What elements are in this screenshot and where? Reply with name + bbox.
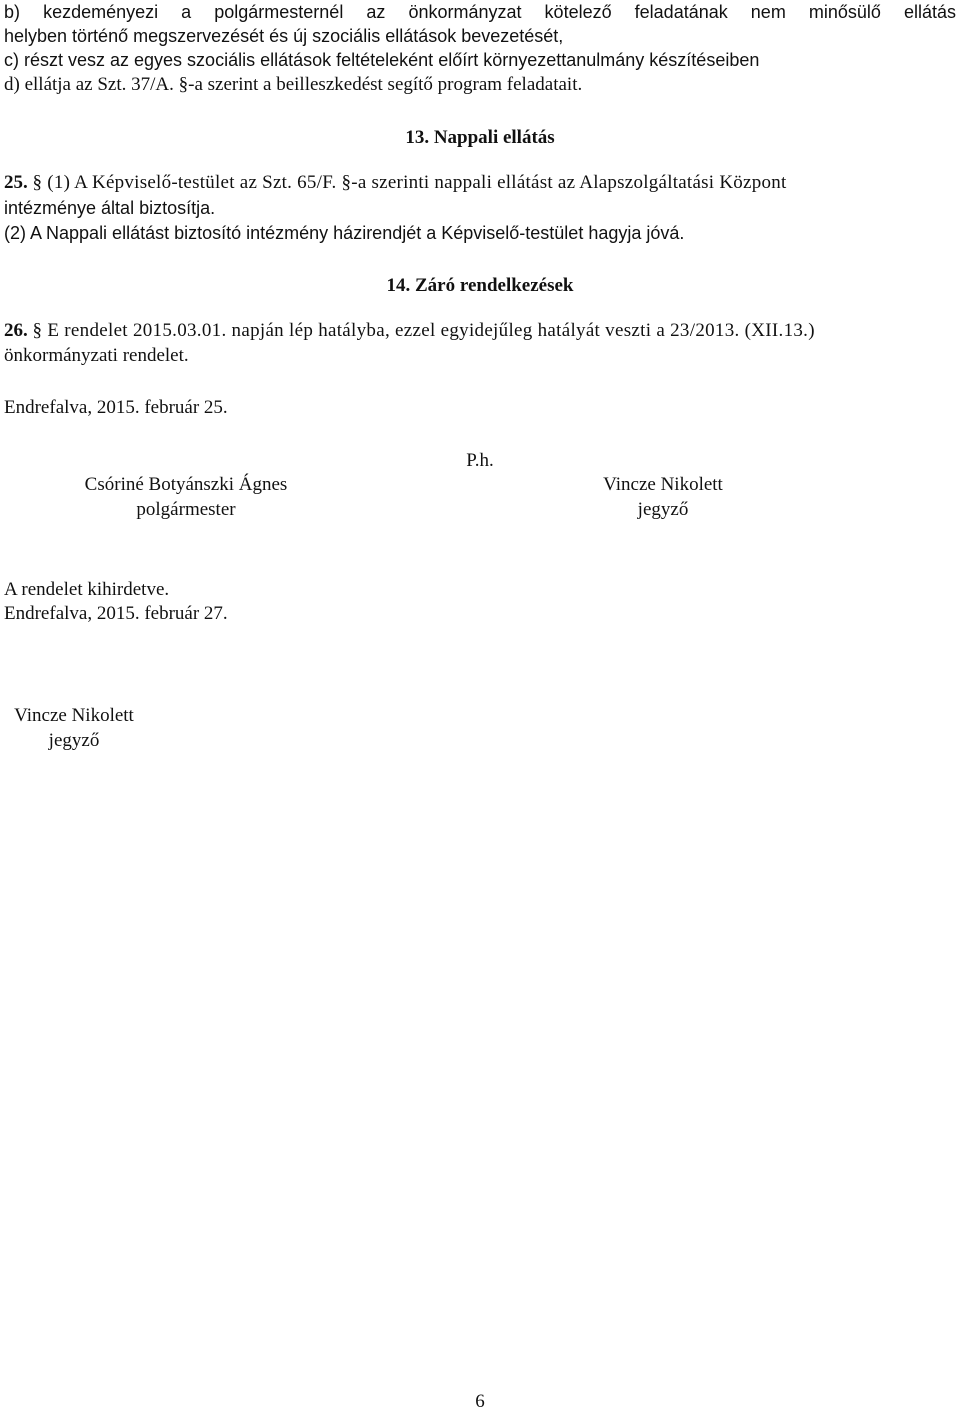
paragraph-text: § E rendelet 2015.03.01. napján lép hatályba, ezzel egyidejűleg hatályát veszti a 23/2013. (XII.13.)	[32, 320, 815, 341]
signature-notary	[603, 473, 723, 522]
paragraph-25	[4, 171, 956, 195]
paragraph-number: 25.	[4, 172, 28, 193]
paragraph-line: intézménye által biztosítja.	[4, 198, 216, 218]
signature-final	[14, 704, 134, 753]
paragraph-text: § (1) A Képviselő-testület az Szt. 65/F. §-a szerinti nappali ellátást az Alapszolgáltatási Központ	[32, 172, 787, 193]
paragraph-line: (2) A Nappali ellátást biztosító intézmény házirendjét a Képviselő-testület hagyja jóvá.	[4, 223, 685, 243]
page-number: 6	[475, 1391, 485, 1412]
paragraph-line: önkormányzati rendelet.	[4, 345, 189, 366]
announcement-date: Endrefalva, 2015. február 27.	[4, 603, 228, 624]
section-heading: 13. Nappali ellátás	[405, 127, 555, 148]
paragraph-line: b) kezdeményezi a polgármesternél az önkormányzat kötelező feladatának nem minősülő ellátás	[4, 2, 956, 22]
place-date: Endrefalva, 2015. február 25.	[4, 397, 228, 418]
paragraph-number: 26.	[4, 320, 28, 341]
signature-mayor	[85, 473, 288, 522]
signer-name: Vincze Nikolett	[14, 705, 134, 726]
signer-name: Vincze Nikolett	[603, 474, 723, 495]
paragraph-line: d) ellátja az Szt. 37/A. §-a szerint a beilleszkedést segítő program feladatait.	[4, 74, 583, 95]
stamp-mark: P.h.	[466, 450, 494, 471]
signer-title: jegyző	[48, 730, 100, 751]
paragraph-26	[4, 319, 956, 343]
paragraph-line: helyben történő megszervezését és új szociális ellátások bevezetését,	[4, 26, 564, 46]
signer-title: jegyző	[637, 499, 689, 520]
paragraph-line: c) részt vesz az egyes szociális ellátások feltételeként előírt környezettanulmány készítéseiben	[4, 50, 760, 70]
signer-name: Csóriné Botyánszki Ágnes	[84, 474, 288, 495]
signer-title: polgármester	[136, 499, 236, 520]
announcement-line: A rendelet kihirdetve.	[4, 579, 170, 600]
section-heading: 14. Záró rendelkezések	[386, 275, 574, 296]
